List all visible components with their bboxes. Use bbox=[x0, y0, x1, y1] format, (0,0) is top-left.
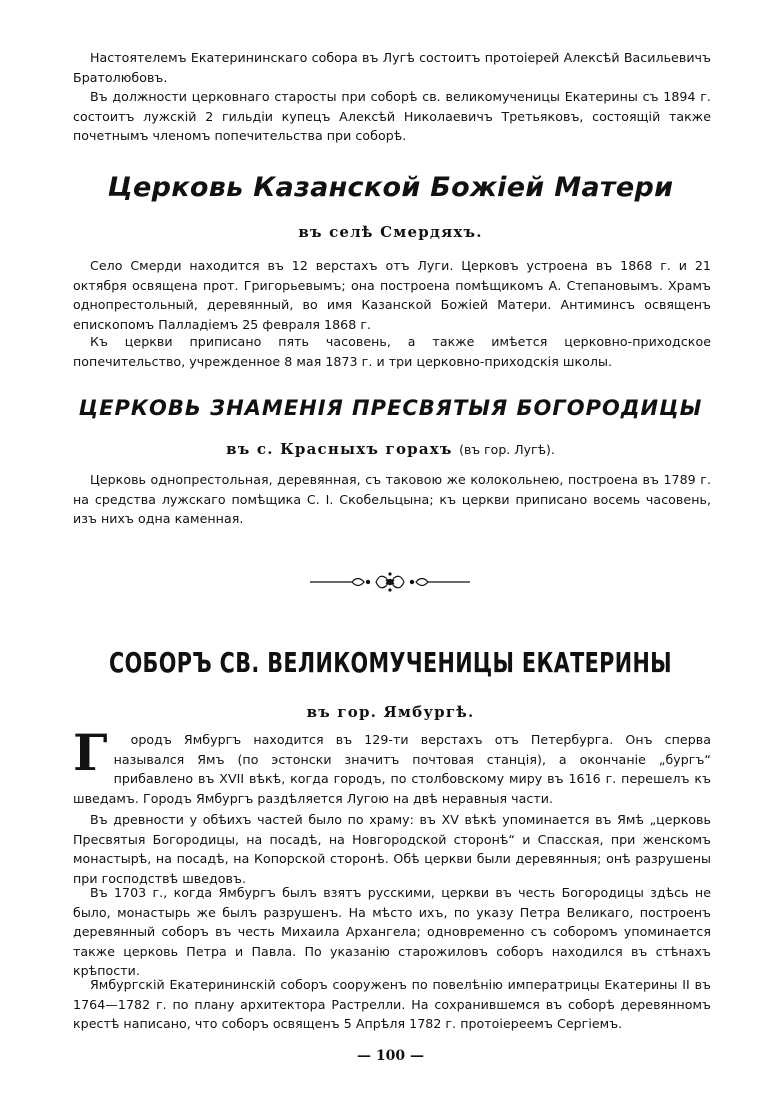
znamenie-church-subtitle bbox=[0, 440, 781, 458]
znamenie-paragraph-1: Церковь однопрестольная, деревянная, съ таковою же колокольнею, построена въ 1789 г. на средства лужскаго помѣщика С. І. Скобельцына; къ церкви приписано восемь часовень, изъ нихъ одна каменная. bbox=[73, 472, 711, 527]
znamenie-church-heading: ЦЕРКОВЬ ЗНАМЕНІЯ ПРЕСВЯТЫЯ БОГОРОДИЦЫ bbox=[78, 396, 703, 420]
yamburg-cathedral-subtitle: въ гор. Ямбургѣ. bbox=[306, 703, 475, 721]
page-number: — 100 — bbox=[357, 1048, 424, 1064]
kazan-church-subtitle: въ селѣ Смердяхъ. bbox=[298, 223, 483, 241]
znamenie-subtitle-location: (въ гор. Лугѣ). bbox=[459, 442, 555, 457]
yamburg-paragraph-1-text: ородъ Ямбургъ находится въ 129-ти верстахъ отъ Петербурга. Онъ сперва назывался Ямъ (по эстонски значитъ почтовая станція), а окончаніе „бургъ“ прибавлено въ XVII вѣкѣ, когда городъ, по столбовскому миру въ 1616 г. перешелъ къ шведамъ. Городъ Ямбургъ раздѣляется Лугою на двѣ неравныя части. bbox=[73, 732, 711, 806]
intro-paragraph-2: Въ должности церковнаго старосты при соборѣ св. великомученицы Екатерины съ 1894 г. состоитъ лужскій 2 гильдіи купецъ Алексѣй Николаевичъ Третьяковъ, состоящій также почетнымъ членомъ попечительства при соборѣ. bbox=[73, 89, 711, 144]
kazan-paragraph-1: Село Смерди находится въ 12 верстахъ отъ Луги. Церковъ устроена въ 1868 г. и 21 октября освящена прот. Григорьевымъ; она построена помѣщикомъ А. Степановымъ. Храмъ однопрестольный, деревянный, во имя Казанской Божіей Матери. Антиминсъ освященъ епископомъ Палладіемъ 25 февраля 1868 г. bbox=[73, 258, 711, 332]
ornamental-divider bbox=[310, 568, 470, 596]
yamburg-paragraph-2: Въ древности у обѣихъ частей было по храму: въ XV вѣкѣ упоминается въ Ямѣ „церковь Пресвятыя Богородицы, на посадѣ, на Новгородской сторонѣ“ и Спасская, при женскомъ монастырѣ, на посадѣ, на Копорской сторонѣ. Обѣ церкви были деревянныя; онѣ разрушены при господствѣ шведовъ. bbox=[73, 812, 711, 886]
znamenie-subtitle-main: въ с. Красныхъ горахъ bbox=[226, 440, 453, 458]
kazan-paragraph-2: Къ церкви приписано пять часовень, а также имѣется церковно-приходское попечительство, учрежденное 8 мая 1873 г. и три церковно-приходскія школы. bbox=[73, 334, 711, 369]
drop-cap-letter: Г bbox=[73, 723, 108, 782]
yamburg-paragraph-4: Ямбургскій Екатерининскій соборъ сооруженъ по повелѣнію императрицы Екатерины II въ 1764—1782 г. по плану архитектора Растрелли. На сохранившемся въ соборѣ деревянномъ крестѣ написано, что соборъ освященъ 5 Апрѣля 1782 г. протоіереемъ Сергіемъ. bbox=[73, 977, 711, 1032]
yamburg-cathedral-heading: СОБОРЪ СВ. ВЕЛИКОМУЧЕНИЦЫ ЕКАТЕРИНЫ bbox=[108, 646, 673, 679]
divider-ornament-icon bbox=[310, 568, 470, 596]
yamburg-paragraph-1 bbox=[73, 723, 711, 808]
kazan-church-heading: Церковь Казанской Божіей Матери bbox=[107, 172, 674, 203]
intro-paragraph-1: Настоятелемъ Екатерининскаго собора въ Лугѣ состоитъ протоіерей Алексѣй Васильевичъ Братолюбовъ. bbox=[73, 50, 711, 85]
yamburg-paragraph-3: Въ 1703 г., когда Ямбургъ былъ взятъ русскими, церкви въ честь Богородицы здѣсь не было, монастырь же былъ разрушенъ. На мѣсто ихъ, по указу Петра Великаго, построенъ деревянный соборъ въ честь Михаила Архангела; одновременно съ соборомъ упоминается также церковь Петра и Павла. По указанію старожиловъ соборъ находился въ стѣнахъ крѣпости. bbox=[73, 885, 711, 979]
